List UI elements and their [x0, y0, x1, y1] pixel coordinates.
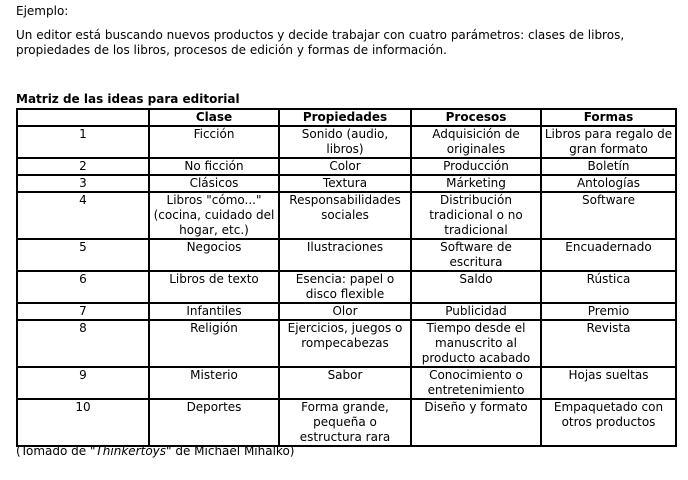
cell-clase: Religión — [149, 320, 279, 367]
cell-procesos: Márketing — [411, 175, 541, 192]
cell-procesos: Conocimiento o entretenimiento — [411, 367, 541, 399]
header-cell-clase: Clase — [149, 109, 279, 126]
intro-paragraph: Un editor está buscando nuevos productos y decide trabajar con cuatro parámetros: clases de libros, propiedades de los libros, procesos de edición y formas de información. — [16, 28, 625, 57]
cell-formas: Encuadernado — [541, 239, 676, 271]
table-row — [17, 192, 676, 239]
table-row — [17, 367, 676, 399]
source-book-title: Thinkertoys — [95, 444, 167, 458]
cell-index: 10 — [17, 399, 149, 446]
cell-procesos: Adquisición de originales — [411, 126, 541, 158]
cell-clase: Deportes — [149, 399, 279, 446]
cell-procesos: Software de escritura — [411, 239, 541, 271]
cell-procesos: Distribución tradicional o no tradicional — [411, 192, 541, 239]
cell-clase: No ficción — [149, 158, 279, 175]
table-row — [17, 239, 676, 271]
table-row — [17, 320, 676, 367]
header-cell-formas: Formas — [541, 109, 676, 126]
cell-procesos: Producción — [411, 158, 541, 175]
table-header-row — [17, 109, 676, 126]
header-cell-propiedades: Propiedades — [279, 109, 411, 126]
table-row — [17, 399, 676, 446]
cell-index: 6 — [17, 271, 149, 303]
cell-propiedades: Responsabilidades sociales — [279, 192, 411, 239]
cell-propiedades: Textura — [279, 175, 411, 192]
cell-propiedades: Color — [279, 158, 411, 175]
cell-procesos: Tiempo desde el manuscrito al producto acabado — [411, 320, 541, 367]
cell-index: 1 — [17, 126, 149, 158]
ideas-matrix-table — [16, 108, 677, 447]
example-label: Ejemplo: — [16, 4, 69, 18]
cell-clase: Misterio — [149, 367, 279, 399]
cell-formas: Revista — [541, 320, 676, 367]
table-row — [17, 303, 676, 320]
cell-index: 3 — [17, 175, 149, 192]
source-prefix: (Tomado de " — [16, 444, 96, 458]
table-row — [17, 158, 676, 175]
cell-clase: Negocios — [149, 239, 279, 271]
cell-clase: Clásicos — [149, 175, 279, 192]
cell-propiedades: Ejercicios, juegos o rompecabezas — [279, 320, 411, 367]
cell-propiedades: Esencia: papel o disco flexible — [279, 271, 411, 303]
cell-index: 2 — [17, 158, 149, 175]
cell-formas: Rústica — [541, 271, 676, 303]
cell-formas: Hojas sueltas — [541, 367, 676, 399]
table-row — [17, 271, 676, 303]
cell-propiedades: Sonido (audio, libros) — [279, 126, 411, 158]
table-title: Matriz de las ideas para editorial — [16, 92, 240, 106]
cell-propiedades: Olor — [279, 303, 411, 320]
cell-propiedades: Sabor — [279, 367, 411, 399]
cell-index: 9 — [17, 367, 149, 399]
cell-formas: Antologías — [541, 175, 676, 192]
table-row — [17, 175, 676, 192]
cell-propiedades: Ilustraciones — [279, 239, 411, 271]
cell-index: 4 — [17, 192, 149, 239]
cell-clase: Libros de texto — [149, 271, 279, 303]
cell-index: 5 — [17, 239, 149, 271]
cell-procesos: Publicidad — [411, 303, 541, 320]
source-suffix: " de Michael Mihalko) — [166, 444, 295, 458]
cell-index: 8 — [17, 320, 149, 367]
cell-procesos: Saldo — [411, 271, 541, 303]
cell-formas: Empaquetado con otros productos — [541, 399, 676, 446]
cell-formas: Premio — [541, 303, 676, 320]
cell-formas: Libros para regalo de gran formato — [541, 126, 676, 158]
cell-propiedades: Forma grande, pequeña o estructura rara — [279, 399, 411, 446]
cell-procesos: Diseño y formato — [411, 399, 541, 446]
source-citation — [16, 444, 294, 458]
cell-clase: Ficción — [149, 126, 279, 158]
cell-index: 7 — [17, 303, 149, 320]
header-cell-procesos: Procesos — [411, 109, 541, 126]
table-row — [17, 126, 676, 158]
cell-formas: Software — [541, 192, 676, 239]
cell-formas: Boletín — [541, 158, 676, 175]
cell-clase: Infantiles — [149, 303, 279, 320]
cell-clase: Libros "cómo..." (cocina, cuidado del hogar, etc.) — [149, 192, 279, 239]
header-cell-index — [17, 109, 149, 126]
